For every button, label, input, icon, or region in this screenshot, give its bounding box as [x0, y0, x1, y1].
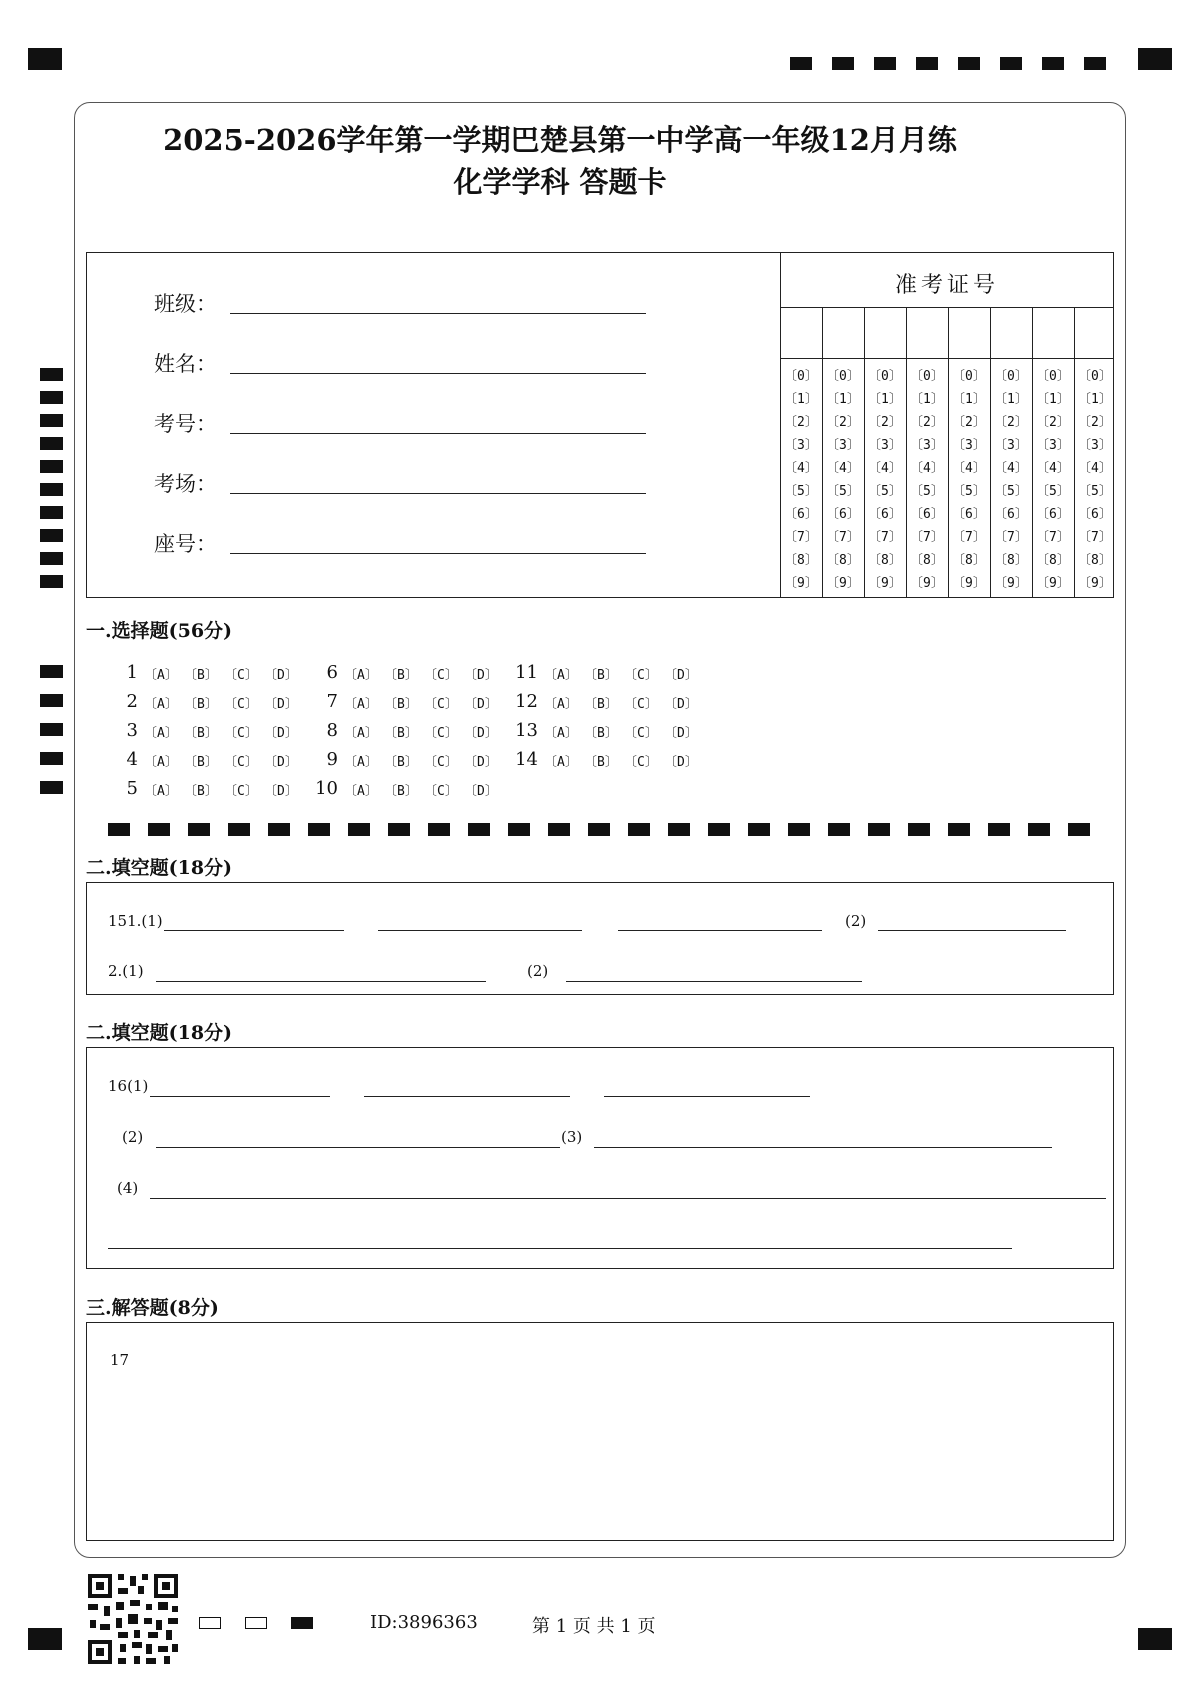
timing-mark	[388, 823, 410, 836]
timing-mark	[40, 552, 63, 565]
digit-bubble[interactable]: 〔9〕	[910, 576, 944, 591]
digit-bubble[interactable]: 〔9〕	[784, 576, 818, 591]
fill-answer-box-16	[86, 1047, 1114, 1269]
info-field-label: 座号：	[154, 532, 217, 556]
answer-line[interactable]	[364, 1096, 570, 1097]
admission-digit-cell[interactable]	[1078, 312, 1112, 354]
timing-mark	[668, 823, 690, 836]
footer-mark-empty	[245, 1617, 267, 1629]
timing-mark	[40, 723, 63, 736]
q15-1-label: 151.(1)	[108, 912, 163, 930]
option-bubble[interactable]: 〔A〕	[544, 697, 578, 712]
option-bubble[interactable]: 〔C〕	[624, 697, 658, 712]
timing-mark	[916, 57, 938, 70]
timing-mark	[40, 781, 63, 794]
admission-digit-cell[interactable]	[910, 312, 944, 354]
digit-bubble[interactable]: 〔2〕	[1078, 415, 1112, 430]
digit-bubble[interactable]: 〔1〕	[1036, 392, 1070, 407]
digit-bubble[interactable]: 〔1〕	[868, 392, 902, 407]
option-bubble[interactable]: 〔C〕	[424, 755, 458, 770]
option-bubble[interactable]: 〔B〕	[184, 668, 218, 683]
digit-bubble[interactable]: 〔9〕	[952, 576, 986, 591]
column-divider	[864, 307, 865, 598]
timing-mark	[508, 823, 530, 836]
digit-bubble[interactable]: 〔5〕	[994, 484, 1028, 499]
timing-mark	[40, 368, 63, 381]
corner-mark	[28, 1628, 62, 1650]
digit-bubble[interactable]: 〔3〕	[1078, 438, 1112, 453]
section-answer-title: 三.解答题(8分)	[86, 1297, 219, 1319]
q15-2-label: (2)	[845, 912, 867, 930]
digit-bubble[interactable]: 〔3〕	[952, 438, 986, 453]
timing-mark	[1068, 823, 1090, 836]
digit-bubble[interactable]: 〔0〕	[994, 369, 1028, 384]
timing-mark	[588, 823, 610, 836]
answer-line[interactable]	[150, 1198, 1106, 1199]
option-bubble[interactable]: 〔A〕	[144, 726, 178, 741]
digit-bubble[interactable]: 〔1〕	[994, 392, 1028, 407]
digit-bubble[interactable]: 〔4〕	[952, 461, 986, 476]
option-bubble[interactable]: 〔D〕	[464, 697, 498, 712]
digit-bubble[interactable]: 〔1〕	[784, 392, 818, 407]
timing-mark	[40, 575, 63, 588]
digit-bubble[interactable]: 〔8〕	[994, 553, 1028, 568]
option-bubble[interactable]: 〔C〕	[424, 784, 458, 799]
option-bubble[interactable]: 〔D〕	[264, 784, 298, 799]
timing-mark	[40, 460, 63, 473]
option-bubble[interactable]: 〔C〕	[224, 784, 258, 799]
divider	[780, 307, 1114, 308]
digit-bubble[interactable]: 〔3〕	[868, 438, 902, 453]
timing-mark	[428, 823, 450, 836]
admission-digit-cell[interactable]	[784, 312, 818, 354]
timing-mark	[1084, 57, 1106, 70]
option-bubble[interactable]: 〔A〕	[544, 755, 578, 770]
question-number: 12	[515, 691, 538, 712]
option-bubble[interactable]: 〔C〕	[624, 755, 658, 770]
digit-bubble[interactable]: 〔7〕	[952, 530, 986, 545]
digit-bubble[interactable]: 〔8〕	[1078, 553, 1112, 568]
option-bubble[interactable]: 〔B〕	[584, 726, 618, 741]
question-number: 7	[326, 691, 338, 712]
digit-bubble[interactable]: 〔9〕	[994, 576, 1028, 591]
option-bubble[interactable]: 〔D〕	[464, 726, 498, 741]
divider	[780, 358, 1114, 359]
question-number: 1	[126, 662, 138, 683]
timing-mark	[988, 823, 1010, 836]
card-id: ID:3896363	[370, 1612, 478, 1633]
option-bubble[interactable]: 〔C〕	[624, 668, 658, 683]
option-bubble[interactable]: 〔B〕	[584, 668, 618, 683]
digit-bubble[interactable]: 〔7〕	[1078, 530, 1112, 545]
digit-bubble[interactable]: 〔2〕	[952, 415, 986, 430]
timing-mark	[268, 823, 290, 836]
option-bubble[interactable]: 〔B〕	[584, 755, 618, 770]
digit-bubble[interactable]: 〔7〕	[868, 530, 902, 545]
digit-bubble[interactable]: 〔5〕	[1036, 484, 1070, 499]
option-bubble[interactable]: 〔D〕	[264, 726, 298, 741]
q15b-2-label: (2)	[527, 962, 549, 980]
digit-bubble[interactable]: 〔3〕	[784, 438, 818, 453]
digit-bubble[interactable]: 〔4〕	[910, 461, 944, 476]
timing-mark	[948, 823, 970, 836]
question-number: 5	[126, 778, 138, 799]
digit-bubble[interactable]: 〔9〕	[1078, 576, 1112, 591]
option-bubble[interactable]: 〔A〕	[144, 697, 178, 712]
option-bubble[interactable]: 〔A〕	[344, 668, 378, 683]
digit-bubble[interactable]: 〔0〕	[1036, 369, 1070, 384]
digit-bubble[interactable]: 〔0〕	[952, 369, 986, 384]
corner-mark	[1138, 48, 1172, 70]
option-bubble[interactable]: 〔D〕	[264, 755, 298, 770]
timing-mark	[148, 823, 170, 836]
option-bubble[interactable]: 〔B〕	[384, 726, 418, 741]
question-number: 9	[326, 749, 338, 770]
section-choice-title: 一.选择题(56分)	[86, 620, 233, 642]
column-divider	[822, 307, 823, 598]
admission-digit-cell[interactable]	[826, 312, 860, 354]
timing-mark	[1028, 823, 1050, 836]
corner-mark	[1138, 1628, 1172, 1650]
digit-bubble[interactable]: 〔1〕	[826, 392, 860, 407]
digit-bubble[interactable]: 〔0〕	[910, 369, 944, 384]
option-bubble[interactable]: 〔A〕	[144, 784, 178, 799]
digit-bubble[interactable]: 〔6〕	[1078, 507, 1112, 522]
page-indicator: 第 1 页 共 1 页	[532, 1616, 656, 1637]
digit-bubble[interactable]: 〔4〕	[994, 461, 1028, 476]
timing-mark	[108, 823, 130, 836]
option-bubble[interactable]: 〔B〕	[384, 755, 418, 770]
timing-mark	[40, 437, 63, 450]
question-number: 11	[515, 662, 538, 683]
timing-mark	[1000, 57, 1022, 70]
digit-bubble[interactable]: 〔8〕	[1036, 553, 1070, 568]
answer-line[interactable]	[878, 930, 1066, 931]
timing-mark	[828, 823, 850, 836]
answer-line[interactable]	[618, 930, 822, 931]
option-bubble[interactable]: 〔B〕	[384, 697, 418, 712]
answer-line[interactable]	[156, 1147, 560, 1148]
question-number: 3	[126, 720, 138, 741]
subject-title: 化学学科 答题卡	[453, 165, 667, 199]
info-field-label: 姓名：	[154, 352, 217, 376]
digit-bubble[interactable]: 〔5〕	[826, 484, 860, 499]
q16-2-label: (2)	[122, 1128, 144, 1146]
option-bubble[interactable]: 〔A〕	[144, 755, 178, 770]
timing-mark	[40, 529, 63, 542]
option-bubble[interactable]: 〔A〕	[544, 668, 578, 683]
option-bubble[interactable]: 〔C〕	[224, 755, 258, 770]
digit-bubble[interactable]: 〔1〕	[1078, 392, 1112, 407]
column-divider	[906, 307, 907, 598]
timing-mark	[868, 823, 890, 836]
answer-line[interactable]	[594, 1147, 1052, 1148]
option-bubble[interactable]: 〔B〕	[184, 726, 218, 741]
question-number: 6	[326, 662, 338, 683]
timing-mark	[832, 57, 854, 70]
timing-mark	[40, 391, 63, 404]
digit-bubble[interactable]: 〔8〕	[784, 553, 818, 568]
q16-4-label: (4)	[117, 1179, 139, 1197]
option-bubble[interactable]: 〔A〕	[344, 697, 378, 712]
digit-bubble[interactable]: 〔5〕	[868, 484, 902, 499]
option-bubble[interactable]: 〔B〕	[184, 697, 218, 712]
answer-line[interactable]	[108, 1248, 1012, 1249]
section-fill-title-2: 二.填空题(18分)	[86, 1022, 233, 1044]
digit-bubble[interactable]: 〔4〕	[826, 461, 860, 476]
digit-bubble[interactable]: 〔3〕	[910, 438, 944, 453]
q17-label: 17	[110, 1351, 130, 1369]
option-bubble[interactable]: 〔D〕	[264, 697, 298, 712]
option-bubble[interactable]: 〔C〕	[424, 697, 458, 712]
timing-mark	[40, 483, 63, 496]
divider	[780, 252, 781, 598]
option-bubble[interactable]: 〔C〕	[424, 668, 458, 683]
timing-mark	[40, 414, 63, 427]
digit-bubble[interactable]: 〔6〕	[910, 507, 944, 522]
admission-digit-cell[interactable]	[1036, 312, 1070, 354]
answer-box-17[interactable]	[86, 1322, 1114, 1541]
question-number: 8	[326, 720, 338, 741]
digit-bubble[interactable]: 〔0〕	[868, 369, 902, 384]
digit-bubble[interactable]: 〔6〕	[1036, 507, 1070, 522]
answer-line[interactable]	[566, 981, 862, 982]
digit-bubble[interactable]: 〔1〕	[910, 392, 944, 407]
digit-bubble[interactable]: 〔6〕	[826, 507, 860, 522]
digit-bubble[interactable]: 〔4〕	[868, 461, 902, 476]
digit-bubble[interactable]: 〔0〕	[1078, 369, 1112, 384]
digit-bubble[interactable]: 〔6〕	[784, 507, 818, 522]
option-bubble[interactable]: 〔C〕	[424, 726, 458, 741]
digit-bubble[interactable]: 〔6〕	[868, 507, 902, 522]
option-bubble[interactable]: 〔D〕	[464, 668, 498, 683]
question-number: 14	[515, 749, 538, 770]
digit-bubble[interactable]: 〔8〕	[868, 553, 902, 568]
digit-bubble[interactable]: 〔8〕	[826, 553, 860, 568]
digit-bubble[interactable]: 〔7〕	[784, 530, 818, 545]
timing-mark	[40, 506, 63, 519]
digit-bubble[interactable]: 〔2〕	[826, 415, 860, 430]
digit-bubble[interactable]: 〔6〕	[952, 507, 986, 522]
admission-digit-cell[interactable]	[994, 312, 1028, 354]
timing-mark	[908, 823, 930, 836]
exam-title: 2025-2026学年第一学期巴楚县第一中学高一年级12月月练	[163, 123, 957, 157]
option-bubble[interactable]: 〔D〕	[464, 784, 498, 799]
fill-answer-box-15	[86, 882, 1114, 995]
timing-mark	[708, 823, 730, 836]
timing-mark	[468, 823, 490, 836]
digit-bubble[interactable]: 〔5〕	[952, 484, 986, 499]
timing-mark	[788, 823, 810, 836]
info-field-line[interactable]	[230, 313, 646, 314]
question-number: 4	[126, 749, 138, 770]
option-bubble[interactable]: 〔D〕	[264, 668, 298, 683]
timing-mark	[748, 823, 770, 836]
q16-1-label: 16(1)	[108, 1077, 149, 1095]
option-bubble[interactable]: 〔D〕	[664, 755, 698, 770]
digit-bubble[interactable]: 〔6〕	[994, 507, 1028, 522]
timing-mark	[40, 665, 63, 678]
option-bubble[interactable]: 〔D〕	[464, 755, 498, 770]
digit-bubble[interactable]: 〔9〕	[868, 576, 902, 591]
digit-bubble[interactable]: 〔7〕	[1036, 530, 1070, 545]
digit-bubble[interactable]: 〔4〕	[1078, 461, 1112, 476]
digit-bubble[interactable]: 〔2〕	[1036, 415, 1070, 430]
digit-bubble[interactable]: 〔9〕	[826, 576, 860, 591]
info-field-line[interactable]	[230, 433, 646, 434]
option-bubble[interactable]: 〔C〕	[624, 726, 658, 741]
admission-digit-cell[interactable]	[868, 312, 902, 354]
qr-code-icon	[86, 1572, 180, 1666]
digit-bubble[interactable]: 〔7〕	[826, 530, 860, 545]
timing-mark	[308, 823, 330, 836]
timing-mark	[188, 823, 210, 836]
digit-bubble[interactable]: 〔5〕	[784, 484, 818, 499]
option-bubble[interactable]: 〔A〕	[544, 726, 578, 741]
option-bubble[interactable]: 〔D〕	[664, 726, 698, 741]
answer-line[interactable]	[604, 1096, 810, 1097]
timing-mark	[1042, 57, 1064, 70]
timing-mark	[874, 57, 896, 70]
option-bubble[interactable]: 〔A〕	[344, 755, 378, 770]
answer-line[interactable]	[164, 930, 344, 931]
timing-mark	[40, 752, 63, 765]
timing-mark	[790, 57, 812, 70]
digit-bubble[interactable]: 〔0〕	[826, 369, 860, 384]
digit-bubble[interactable]: 〔8〕	[910, 553, 944, 568]
column-divider	[948, 307, 949, 598]
digit-bubble[interactable]: 〔4〕	[1036, 461, 1070, 476]
corner-mark	[28, 48, 62, 70]
digit-bubble[interactable]: 〔3〕	[1036, 438, 1070, 453]
answer-line[interactable]	[378, 930, 582, 931]
digit-bubble[interactable]: 〔1〕	[952, 392, 986, 407]
answer-line[interactable]	[156, 981, 486, 982]
timing-mark	[958, 57, 980, 70]
timing-mark	[40, 694, 63, 707]
option-bubble[interactable]: 〔D〕	[664, 697, 698, 712]
info-field-line[interactable]	[230, 493, 646, 494]
timing-mark	[628, 823, 650, 836]
option-bubble[interactable]: 〔C〕	[224, 726, 258, 741]
digit-bubble[interactable]: 〔5〕	[1078, 484, 1112, 499]
option-bubble[interactable]: 〔A〕	[344, 726, 378, 741]
section-fill-title: 二.填空题(18分)	[86, 857, 233, 879]
column-divider	[1074, 307, 1075, 598]
question-number: 2	[126, 691, 138, 712]
footer-mark-empty	[199, 1617, 221, 1629]
option-bubble[interactable]: 〔C〕	[224, 668, 258, 683]
timing-mark	[228, 823, 250, 836]
info-field-label: 考号：	[154, 412, 217, 436]
digit-bubble[interactable]: 〔2〕	[784, 415, 818, 430]
question-number: 10	[315, 778, 338, 799]
timing-mark	[548, 823, 570, 836]
digit-bubble[interactable]: 〔7〕	[910, 530, 944, 545]
info-field-label: 班级：	[154, 292, 217, 316]
option-bubble[interactable]: 〔A〕	[144, 668, 178, 683]
option-bubble[interactable]: 〔B〕	[384, 784, 418, 799]
digit-bubble[interactable]: 〔3〕	[826, 438, 860, 453]
option-bubble[interactable]: 〔C〕	[224, 697, 258, 712]
digit-bubble[interactable]: 〔9〕	[1036, 576, 1070, 591]
option-bubble[interactable]: 〔A〕	[344, 784, 378, 799]
digit-bubble[interactable]: 〔2〕	[994, 415, 1028, 430]
admission-title: 准考证号	[894, 273, 999, 298]
info-field-line[interactable]	[230, 373, 646, 374]
option-bubble[interactable]: 〔B〕	[184, 755, 218, 770]
footer-mark-filled	[291, 1617, 313, 1629]
column-divider	[990, 307, 991, 598]
info-field-line[interactable]	[230, 553, 646, 554]
option-bubble[interactable]: 〔B〕	[184, 784, 218, 799]
answer-line[interactable]	[150, 1096, 330, 1097]
digit-bubble[interactable]: 〔3〕	[994, 438, 1028, 453]
option-bubble[interactable]: 〔B〕	[584, 697, 618, 712]
timing-mark	[348, 823, 370, 836]
digit-bubble[interactable]: 〔2〕	[910, 415, 944, 430]
q16-3-label: (3)	[561, 1128, 583, 1146]
digit-bubble[interactable]: 〔7〕	[994, 530, 1028, 545]
digit-bubble[interactable]: 〔5〕	[910, 484, 944, 499]
option-bubble[interactable]: 〔D〕	[664, 668, 698, 683]
digit-bubble[interactable]: 〔8〕	[952, 553, 986, 568]
digit-bubble[interactable]: 〔4〕	[784, 461, 818, 476]
digit-bubble[interactable]: 〔2〕	[868, 415, 902, 430]
option-bubble[interactable]: 〔B〕	[384, 668, 418, 683]
question-number: 13	[515, 720, 538, 741]
q15b-1-label: 2.(1)	[108, 962, 144, 980]
column-divider	[1032, 307, 1033, 598]
digit-bubble[interactable]: 〔0〕	[784, 369, 818, 384]
admission-digit-cell[interactable]	[952, 312, 986, 354]
info-field-label: 考场：	[154, 472, 217, 496]
